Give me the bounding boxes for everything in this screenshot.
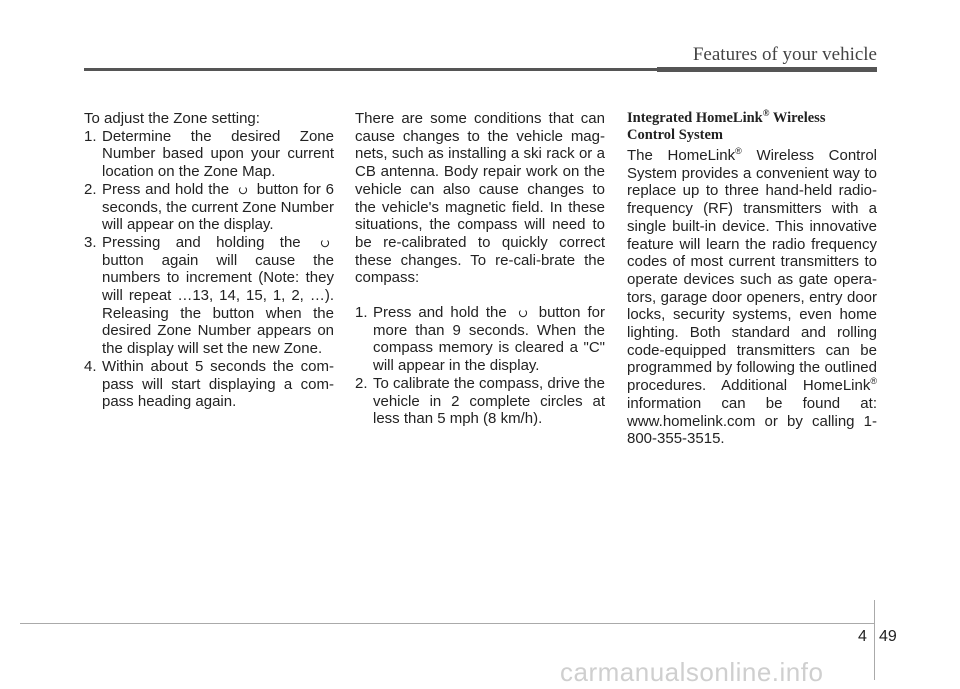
section-title: Features of your vehicle — [692, 44, 877, 65]
homelink-paragraph: The HomeLink® Wireless Control System provides a convenient way to replace up to three hand-held radio-frequency (RF) transmitters with a single built-in device. This innovative feature will learn the radio frequency codes of most current transmitters to operate devices such as gate opera-tors, garage door openers, entry door locks, security systems, even home lighting. Both standard and rolling code-equipped transmitters can be programmed by following the outlined procedures. Additional HomeLink® information can be found at: www.homelink.com or by calling 1-800-355-3515. — [627, 146, 877, 448]
step-number: 1. — [355, 304, 368, 322]
list-item — [84, 358, 334, 411]
power-button-icon — [518, 308, 528, 318]
power-button-icon — [320, 238, 330, 248]
column-1 — [84, 110, 334, 411]
watermark: carmanualsonline.info — [560, 657, 824, 687]
list-item — [84, 234, 334, 358]
column-2 — [355, 110, 605, 428]
step-text: Within about 5 seconds the com-pass will start displaying a com-pass heading again. — [102, 357, 334, 411]
column-3 — [627, 110, 877, 448]
step-number: 4. — [84, 357, 97, 375]
step-text-after: button for more than 9 seconds. When the compass memory is cleared a "C" will appear in the display. — [373, 304, 605, 375]
header-rule — [84, 68, 877, 71]
chapter-number: 4 — [858, 628, 867, 645]
calibration-intro: There are some conditions that can cause changes to the vehicle mag-nets, such as installing a ski rack or a CB antenna. Body repair work on the vehicle can also cause changes to the vehicle's magnetic field. In these situations, the compass will need to be re-calibrated to quickly correct these changes. To re-cali-brate the compass: — [355, 110, 605, 287]
step-text: To calibrate the compass, drive the vehicle in 2 complete circles at less than 5 mph (8 km/h). — [373, 374, 605, 428]
page-number: 49 — [879, 628, 897, 645]
list-item — [355, 304, 605, 375]
step-text-before: Press and hold the — [102, 180, 230, 198]
step-number: 1. — [84, 127, 97, 145]
power-button-icon — [238, 185, 248, 195]
step-text-before: Pressing and holding the — [102, 233, 301, 251]
footer-rule — [20, 623, 875, 624]
step-text-after: button again will cause the numbers to increment (Note: they will repeat …13, 14, 15, 1, 2, …). Releasing the button when the desired Zone Number appears on the display will set the new Zone. — [102, 251, 334, 358]
step-number: 2. — [84, 180, 97, 198]
calibration-steps-list — [355, 304, 605, 428]
list-item — [355, 375, 605, 428]
intro-text: To adjust the Zone setting: — [84, 110, 260, 127]
list-item — [84, 181, 334, 234]
step-number: 2. — [355, 374, 368, 392]
page-number-separator — [874, 600, 875, 680]
zone-steps-list — [84, 128, 334, 411]
step-text-after: button for 6 seconds, the current Zone Number will appear on the display. — [102, 180, 335, 234]
list-item — [84, 128, 334, 181]
homelink-heading: Integrated HomeLink® Wireless Control System — [627, 108, 826, 143]
step-text: Determine the desired Zone Number based upon your current location on the Zone Map. — [102, 127, 334, 181]
step-number: 3. — [84, 233, 97, 251]
step-text-before: Press and hold the — [373, 304, 507, 322]
